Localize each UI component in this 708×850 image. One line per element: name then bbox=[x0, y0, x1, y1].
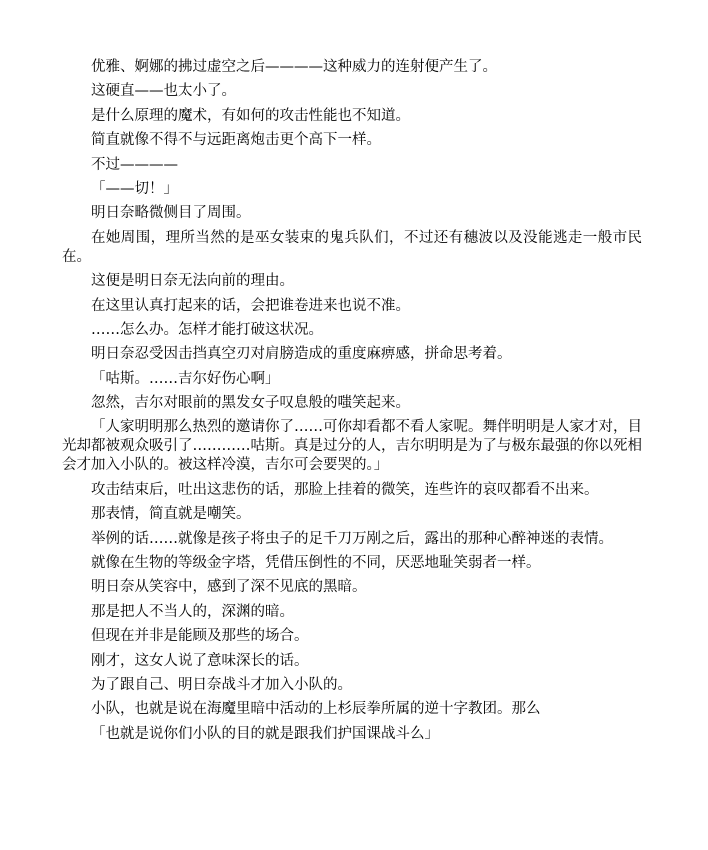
paragraph: 在这里认真打起来的话，会把谁卷进来也说不准。 bbox=[91, 297, 410, 314]
paragraph: 优雅、婀娜的拂过虚空之后————这种威力的连射便产生了。 bbox=[91, 59, 497, 75]
paragraph: 那表情，简直就是嘲笑。 bbox=[91, 506, 251, 523]
paragraph: 刚才，这女人说了意味深长的话。 bbox=[91, 652, 309, 669]
paragraph: 攻击结束后，吐出这悲伤的话，那脸上挂着的微笑，连些许的哀叹都看不出来。 bbox=[91, 481, 599, 498]
paragraph: 不过———— bbox=[91, 156, 178, 173]
paragraph: 「咕斯。……吉尔好伤心啊」 bbox=[91, 370, 280, 387]
paragraph: 明日奈忍受因击挡真空刃对肩膀造成的重度麻痹感，拼命思考着。 bbox=[91, 346, 512, 363]
paragraph: 那是把人不当人的，深渊的暗。 bbox=[91, 603, 294, 620]
paragraph: 「也就是说你们小队的目的就是跟我们护国课战斗么」 bbox=[91, 725, 439, 742]
paragraph: 是什么原理的魔术，有如何的攻击性能也不知道。 bbox=[91, 107, 410, 124]
paragraph: 这便是明日奈无法向前的理由。 bbox=[91, 273, 294, 290]
paragraph: 就像在生物的等级金字塔，凭借压倒性的不同，厌恶地耻笑弱者一样。 bbox=[91, 555, 541, 572]
paragraph: 明日奈略微侧目了周围。 bbox=[91, 205, 251, 222]
paragraph: 小队，也就是说在海魔里暗中活动的上杉辰拳所属的逆十字教团。那么 bbox=[91, 701, 541, 718]
paragraph: 「人家明明那么热烈的邀请你了……可你却看都不看人家呢。舞伴明明是人家才对，目光却都被观众吸引了…………咕斯。真是过分的人，吉尔明明是为了与极东最强的你以死相会才加入小队的。被这样冷漠，吉尔可会要哭的。」 bbox=[62, 419, 642, 474]
paragraph: 这硬直——也太小了。 bbox=[91, 83, 236, 100]
paragraph: 为了跟自己、明日奈战斗才加入小队的。 bbox=[91, 676, 352, 693]
document-body bbox=[62, 58, 642, 749]
paragraph: ……怎么办。怎样才能打破这状况。 bbox=[91, 321, 323, 338]
paragraph: 忽然，吉尔对眼前的黑发女子叹息般的嗤笑起来。 bbox=[91, 395, 410, 412]
paragraph: 但现在并非是能顾及那些的场合。 bbox=[91, 628, 309, 645]
paragraph: 「——切！」 bbox=[91, 180, 178, 197]
paragraph: 简直就像不得不与远距离炮击更个高下一样。 bbox=[91, 132, 381, 149]
paragraph: 明日奈从笑容中，感到了深不见底的黑暗。 bbox=[91, 579, 367, 596]
paragraph: 在她周围，理所当然的是巫女装束的鬼兵队们，不过还有穗波以及没能逃走一般市民在。 bbox=[62, 229, 642, 265]
paragraph: 举例的话……就像是孩子将虫子的足千刀万剐之后，露出的那种心醉神迷的表情。 bbox=[91, 530, 613, 547]
